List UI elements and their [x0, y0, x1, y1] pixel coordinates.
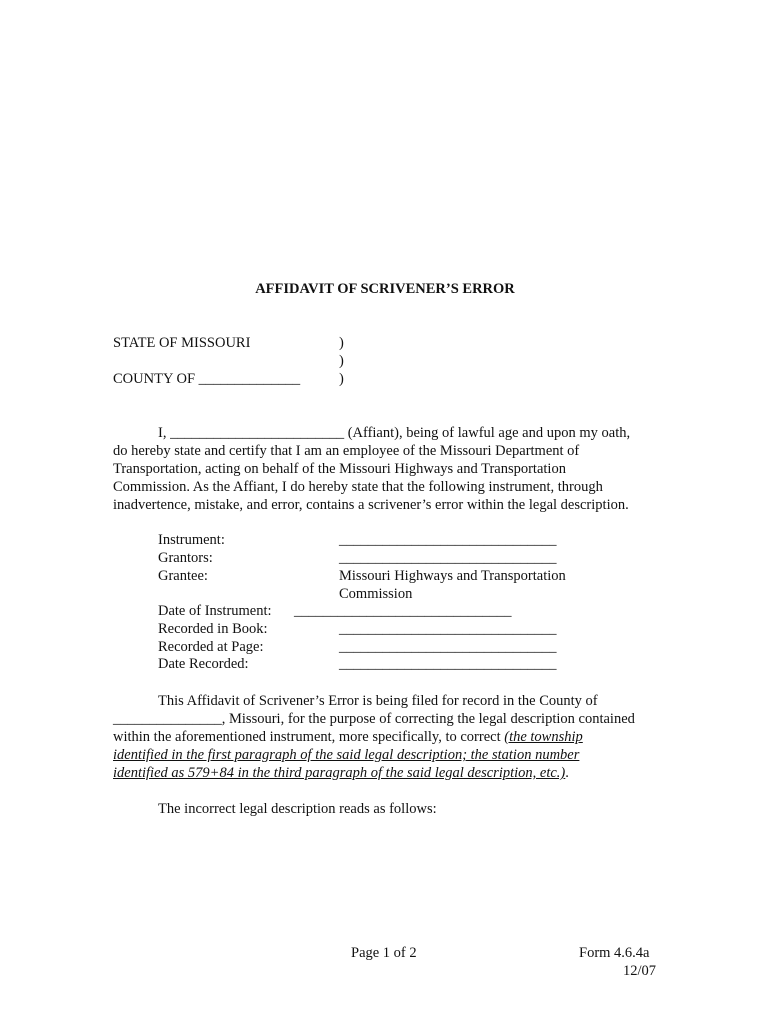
correction-text: identified in the first paragraph of the said legal description; the station number [113, 747, 580, 763]
instrument-blank: ______________________________ [339, 532, 557, 548]
venue-paren: ) [339, 353, 344, 369]
para1-line: Commission. As the Affiant, I do hereby state that the following instrument, through [113, 479, 603, 495]
grantors-label: Grantors: [158, 550, 213, 566]
recorded-in-book-label: Recorded in Book: [158, 621, 268, 637]
recorded-at-page-blank: ______________________________ [339, 639, 557, 655]
recorded-in-book-blank: ______________________________ [339, 621, 557, 637]
para2-text: . [565, 765, 569, 781]
para1-line: do hereby state and certify that I am an employee of the Missouri Department of [113, 443, 580, 459]
para2-line [113, 728, 583, 746]
venue-paren: ) [339, 371, 344, 387]
document-title: AFFIDAVIT OF SCRIVENER’S ERROR [255, 281, 515, 297]
date-of-instrument-blank: ______________________________ [294, 603, 512, 619]
incorrect-description-intro: The incorrect legal description reads as follows: [158, 801, 437, 817]
date-recorded-label: Date Recorded: [158, 656, 249, 672]
correction-text: identified as 579+84 in the third paragraph of the said legal description, etc.) [113, 765, 566, 781]
form-date: 12/07 [623, 963, 657, 979]
para2-line [113, 764, 569, 782]
instrument-label: Instrument: [158, 532, 225, 548]
affiant-line: I, ________________________ (Affiant), being of lawful age and upon my oath, [158, 425, 631, 441]
grantee-value: Commission [339, 586, 413, 602]
para2-line: This Affidavit of Scrivener’s Error is being filed for record in the County of [158, 693, 598, 709]
para2-text: within the aforementioned instrument, more specifically, to correct [113, 729, 505, 745]
form-number: Form 4.6.4a [579, 945, 650, 961]
date-recorded-blank: ______________________________ [339, 656, 557, 672]
grantors-blank: ______________________________ [339, 550, 557, 566]
correction-text: (the township [504, 729, 583, 745]
grantee-label: Grantee: [158, 568, 208, 584]
county-label: COUNTY OF ______________ [113, 371, 301, 387]
para2-line [113, 746, 579, 764]
para1-line: Transportation, acting on behalf of the Missouri Highways and Transportation [113, 461, 566, 477]
grantee-value: Missouri Highways and Transportation [339, 568, 566, 584]
venue-paren: ) [339, 335, 344, 351]
state-label: STATE OF MISSOURI [113, 335, 251, 351]
para2-line: _______________, Missouri, for the purpose of correcting the legal description contained [113, 711, 635, 727]
date-of-instrument-label: Date of Instrument: [158, 603, 272, 619]
recorded-at-page-label: Recorded at Page: [158, 639, 264, 655]
page-number: Page 1 of 2 [351, 945, 417, 961]
para1-line: inadvertence, mistake, and error, contains a scrivener’s error within the legal description. [113, 497, 629, 513]
